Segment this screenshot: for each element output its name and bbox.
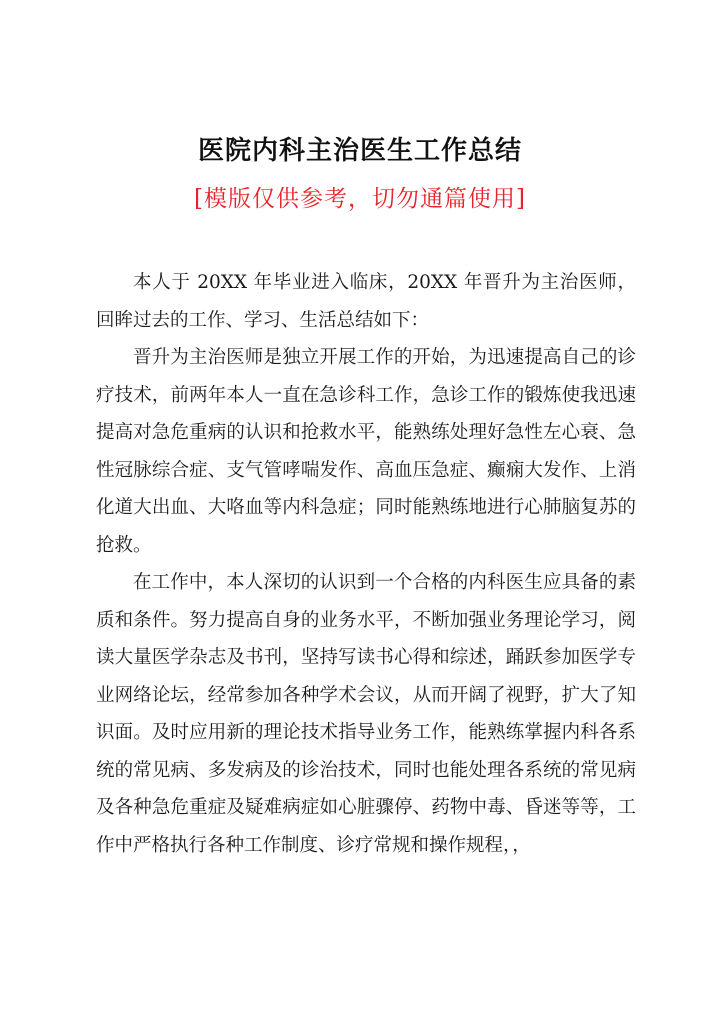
template-notice: [模版仅供参考，切勿通篇使用]	[194, 186, 526, 212]
paragraph-emergency: 晋升为主治医师是独立开展工作的开始，为迅速提高自己的诊疗技术，前两年本人一直在急诊科工作，急诊工作的锻炼使我迅速提高对急危重病的认识和抢救水平，能熟练处理好急性左心衰、急性冠脉综合症、支气管哮喘发作、高血压急症、癫痫大发作、上消化道大出血、大咯血等内科急症；同时能熟练地进行心肺脑复苏的抢救。	[96, 347, 636, 556]
document-title: 医院内科主治医生工作总结	[197, 136, 522, 166]
paragraph-intro: 本人于 20XX 年毕业进入临床，20XX 年晋升为主治医师，回眸过去的工作、学习、生活总结如下：	[96, 272, 636, 331]
paragraph-work: 在工作中，本人深切的认识到一个合格的内科医生应具备的素质和条件。努力提高自身的业务水平，不断加强业务理论学习，阅读大量医学杂志及书刊，坚持写读书心得和综述，踊跃参加医学专业网络论坛，经常参加各种学术会议，从而开阔了视野，扩大了知识面。及时应用新的理论技术指导业务工作，能熟练掌握内科各系统的常见病、多发病及的诊治技术，同时也能处理各系统的常见病及各种急危重症及疑难病症如心脏骤停、药物中毒、昏迷等等，工作中严格执行各种工作制度、诊疗常规和操作规程，，	[96, 572, 636, 856]
document-body	[96, 264, 636, 864]
